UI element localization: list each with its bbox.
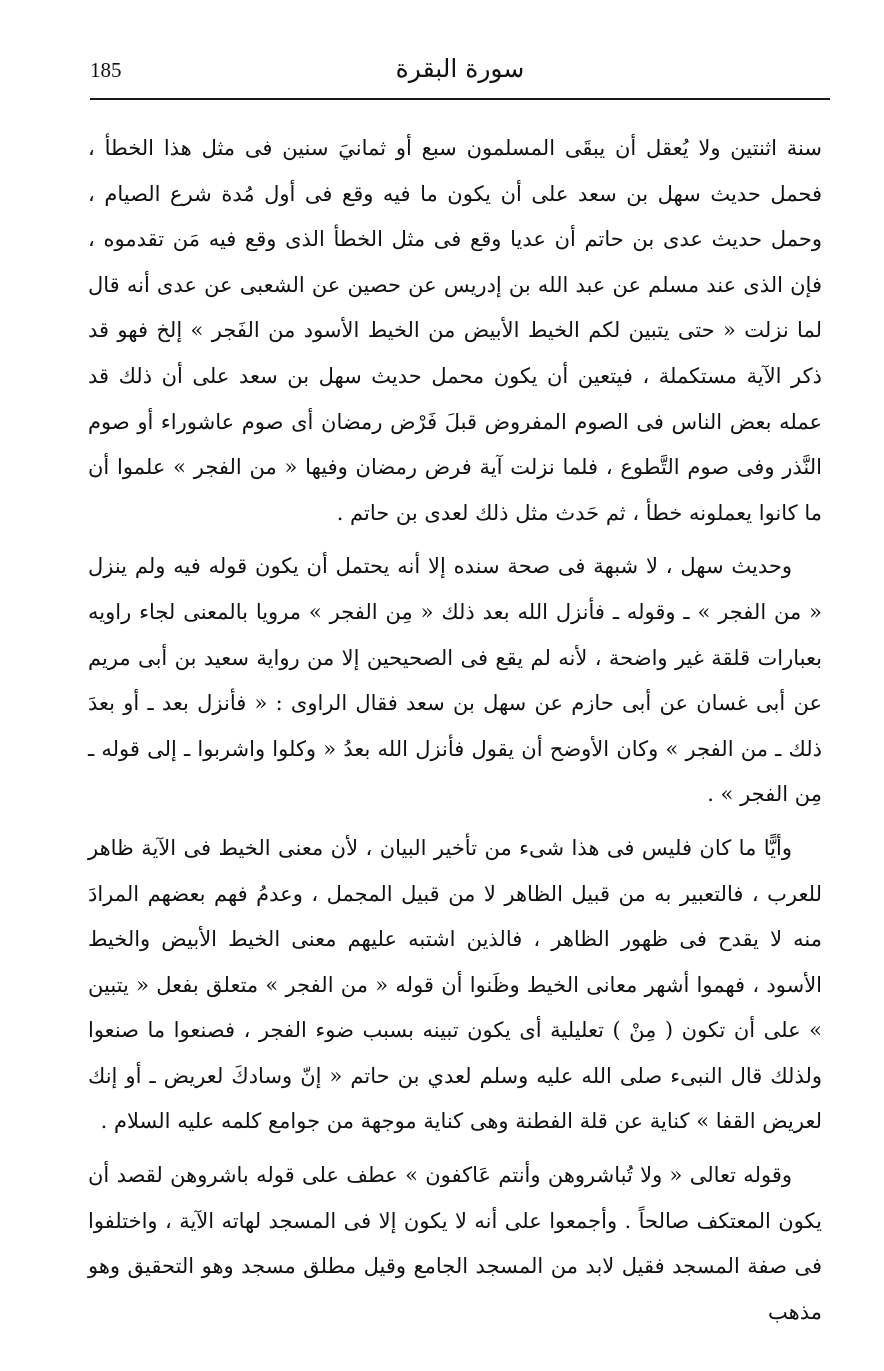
page-header	[90, 52, 830, 100]
page-number: 185	[90, 58, 122, 82]
running-title: سورة البقرة	[395, 54, 525, 83]
paragraph-1: سنة اثنتين ولا يُعقل أن يبقَى المسلمون سبع أو ثمانيَ سنين فى مثل هذا الخطأ ، فحمل حديث سهل بن سعد على أن يكون ما فيه وقع فى أول مُدة شرع الصيام ، وحمل حديث عدى بن حاتم أن عديا وقع فى مثل الخطأ الذى وقع فيه مَن تقدموه ، فإن الذى عند مسلم عن عبد الله بن إدريس عن حصين عن الشعبى عن عدى أنه قال لما نزلت « حتى يتبين لكم الخيط الأبيض من الخيط الأسود من الفَجر » إلخ فهو قد ذكر الآية مستكملة ، فيتعين أن يكون محمل حديث سهل بن سعد على أن ذلك قد عمله بعض الناس فى الصوم المفروض قبلَ فَرْض رمضان أى صوم عاشوراء أو صوم النَّذر وفى صوم التَّطوع ، فلما نزلت آية فرض رمضان وفيها « من الفجر » علموا أن ما كانوا يعملونه خطأ ، ثم حَدث مثل ذلك لعدى بن حاتم .	[88, 136, 822, 525]
paragraph-3: وأيًّا ما كان فليس فى هذا شىء من تأخير البيان ، لأن معنى الخيط فى الآية ظاهر للعرب ، فالتعبير به من قبيل الظاهر لا من قبيل المجمل ، وعدمُ فهم بعضهم المرادَ منه لا يقدح فى ظهور الظاهر ، فالذين اشتبه عليهم معنى الخيط الأبيض والخيط الأسود ، فهموا أشهر معانى الخيط وظَنوا أن قوله « من الفجر » متعلق بفعل « يتبين » على أن تكون ( مِنْ ) تعليلية أى يكون تبينه بسبب ضوء الفجر ، فصنعوا ما صنعوا ولذلك قال النبىء صلى الله عليه وسلم لعدي بن حاتم « إنّ وسادكَ لعريض ـ أو إنك لعريض القفا » كناية عن قلة الفطنة وهى كناية موجهة من جوامع كلمه عليه السلام .	[88, 835, 823, 1134]
paragraph-4: وقوله تعالى « ولا تُباشروهن وأنتم عَاكفون » عطف على قوله باشروهن لقصد أن يكون المعتكف صالحاً . وأجمعوا على أنه لا يكون إلا فى المسجد لهاته الآية ، واختلفوا فى صفة المسجد فقيل لابد من المسجد الجامع وقيل مطلق مسجد وهو التحقيق وهو مذهب	[88, 1163, 822, 1324]
page-body	[88, 126, 822, 1343]
paragraph-2: وحديث سهل ، لا شبهة فى صحة سنده إلا أنه يحتمل أن يكون قوله فيه ولم ينزل « من الفجر » ـ وقوله ـ فأنزل الله بعد ذلك « مِن الفجر » مرويا بالمعنى لجاء راويه بعبارات قلقة غير واضحة ، لأنه لم يقع فى الصحيحين إلا من رواية سعيد بن أبى مريم عن أبى غسان عن أبى حازم عن سهل بن سعد فقال الراوى : « فأنزل بعد ـ أو بعدَ ذلك ـ من الفجر » وكان الأوضح أن يقول فأنزل الله بعدُ « وكلوا واشربوا ـ إلى قوله ـ مِن الفجر » .	[88, 554, 822, 807]
